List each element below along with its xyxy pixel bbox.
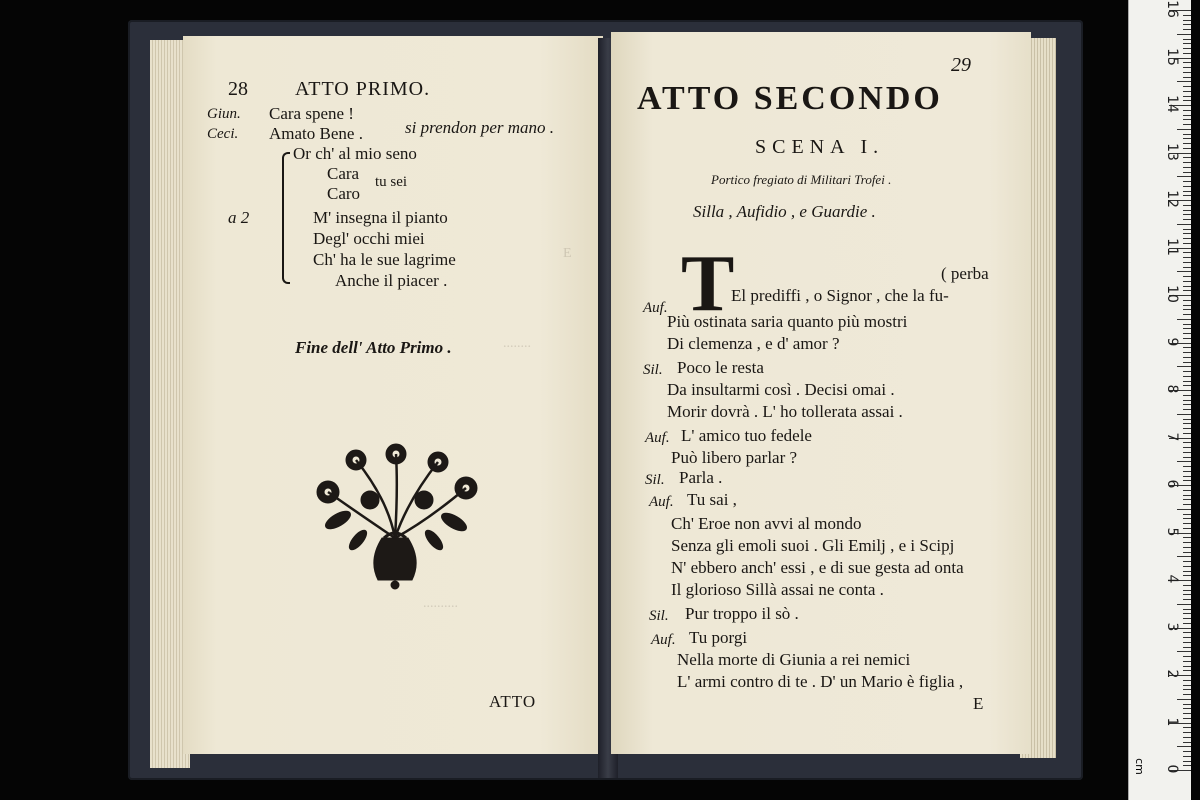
ruler-tick xyxy=(1183,252,1191,253)
ruler-number: 1 xyxy=(1164,717,1180,726)
ruler-tick xyxy=(1183,267,1191,268)
ruler-tick xyxy=(1183,561,1191,562)
ruler-tick xyxy=(1177,81,1191,82)
ruler-tick xyxy=(1183,708,1191,709)
stage-direction: si prendon per mano . xyxy=(405,118,555,137)
act-title: ATTO SECONDO xyxy=(637,80,943,117)
ruler-tick xyxy=(1183,324,1191,325)
ruler-tick xyxy=(1183,689,1191,690)
ruler-tick xyxy=(1183,167,1191,168)
ruler-tick xyxy=(1183,680,1191,681)
ruler-tick xyxy=(1183,214,1191,215)
ruler-tick xyxy=(1183,219,1191,220)
ruler-tick xyxy=(1183,704,1191,705)
ruler-number: 16 xyxy=(1164,0,1180,18)
ruler-tick xyxy=(1183,338,1191,339)
ruler-tick xyxy=(1177,509,1191,510)
ruler-tick xyxy=(1183,732,1191,733)
ruler-tick xyxy=(1183,661,1191,662)
running-head: ATTO PRIMO. xyxy=(295,78,431,100)
ruler-tick xyxy=(1183,737,1191,738)
ruler-tick xyxy=(1183,599,1191,600)
ruler-tick xyxy=(1183,257,1191,258)
ruler-number: 0 xyxy=(1164,764,1180,774)
ruler-tick xyxy=(1183,613,1191,614)
verse-line: Caro xyxy=(327,184,361,203)
ruler-tick xyxy=(1183,233,1191,234)
ruler-tick xyxy=(1183,290,1191,291)
verse-line: Può libero parlar ? xyxy=(671,448,798,467)
ruler-tick xyxy=(1183,39,1191,40)
speaker-label: Ceci. xyxy=(207,126,239,142)
ruler-tick xyxy=(1183,100,1191,101)
ruler-tick xyxy=(1177,651,1191,652)
verse-line: Tu sai , xyxy=(687,490,737,509)
verse-line: Morir dovrà . L' ho tollerata assai . xyxy=(667,402,903,421)
ruler-tick xyxy=(1183,143,1191,144)
ruler-tick xyxy=(1183,286,1191,287)
ruler-number: 3 xyxy=(1164,622,1180,631)
ruler-tick xyxy=(1183,148,1191,149)
ruler-tick xyxy=(1183,305,1191,306)
ruler-number: 2 xyxy=(1164,669,1180,679)
ruler-number: 10 xyxy=(1164,285,1180,303)
verse-line: Nella morte di Giunia a rei nemici xyxy=(677,650,911,669)
ruler-tick xyxy=(1177,604,1191,605)
ruler-tick xyxy=(1183,452,1191,453)
ruler-tick xyxy=(1183,523,1191,524)
ruler-tick xyxy=(1183,713,1191,714)
ruler-number: 8 xyxy=(1164,384,1180,394)
ruler-tick xyxy=(1183,433,1191,434)
ruler-tick xyxy=(1183,642,1191,643)
ruler-tick xyxy=(1183,571,1191,572)
speaker-label: Sil. xyxy=(645,472,665,488)
measurement-ruler xyxy=(1128,0,1191,800)
ruler-tick xyxy=(1183,542,1191,543)
ruler-number: 9 xyxy=(1164,337,1180,346)
ruler-tick xyxy=(1183,428,1191,429)
ruler-number: 15 xyxy=(1164,47,1180,66)
ruler-tick xyxy=(1183,48,1191,49)
ruler-tick xyxy=(1183,186,1191,187)
ruler-tick xyxy=(1183,666,1191,667)
ruler-tick xyxy=(1183,537,1191,538)
ruler-tick xyxy=(1183,618,1191,619)
ruler-tick xyxy=(1183,357,1191,358)
ruler-tick xyxy=(1183,476,1191,477)
ruler-tick xyxy=(1183,328,1191,329)
ruler-tick xyxy=(1183,238,1191,239)
ruler-tick xyxy=(1183,15,1191,16)
catchword: ATTO xyxy=(489,692,537,711)
ruler-tick xyxy=(1183,528,1191,529)
verse-line: L' armi contro di te . D' un Mario è figlia , xyxy=(677,672,964,691)
ruler-tick xyxy=(1177,271,1191,272)
ruler-tick xyxy=(1183,347,1191,348)
verse-line: Cara xyxy=(327,164,360,183)
ruler-tick xyxy=(1183,647,1191,648)
ruler-tick xyxy=(1183,352,1191,353)
ruler-tick xyxy=(1183,442,1191,443)
ruler-tick xyxy=(1183,632,1191,633)
verse-line: El prediffi , o Signor , che la fu- xyxy=(731,286,949,305)
ruler-tick xyxy=(1183,157,1191,158)
ruler-tick xyxy=(1183,594,1191,595)
scene-setting: Portico fregiato di Militari Trofei . xyxy=(711,172,892,187)
ruler-tick xyxy=(1183,385,1191,386)
ruler-tick xyxy=(1183,518,1191,519)
verse-line: Ch' Eroe non avvi al mondo xyxy=(671,514,862,533)
ruler-tick xyxy=(1177,556,1191,557)
ruler-number: 6 xyxy=(1164,479,1180,489)
ruler-tick xyxy=(1177,414,1191,415)
ruler-tick xyxy=(1177,366,1191,367)
ruler-tick xyxy=(1183,314,1191,315)
ruler-tick xyxy=(1183,637,1191,638)
ruler-tick xyxy=(1183,205,1191,206)
ruler-number: 7 xyxy=(1164,432,1180,441)
ruler-tick xyxy=(1183,761,1191,762)
speaker-label: Sil. xyxy=(643,362,663,378)
ruler-tick xyxy=(1177,319,1191,320)
ruler-tick xyxy=(1183,67,1191,68)
ruler-number: 14 xyxy=(1164,95,1180,113)
ruler-tick xyxy=(1183,609,1191,610)
verse-line: Poco le resta xyxy=(677,358,764,377)
ruler-tick xyxy=(1183,670,1191,671)
ruler-tick xyxy=(1183,495,1191,496)
ruler-tick xyxy=(1183,742,1191,743)
ruler-tick xyxy=(1183,575,1191,576)
ruler-tick xyxy=(1183,685,1191,686)
verse-line: M' insegna il pianto xyxy=(313,208,448,227)
speaker-label: Auf. xyxy=(643,300,668,316)
ruler-tick xyxy=(1183,381,1191,382)
ruler-number: 5 xyxy=(1164,527,1180,536)
ruler-number: 11 xyxy=(1164,237,1180,256)
verse-line: Cara spene ! xyxy=(269,104,354,123)
ruler-tick xyxy=(1183,447,1191,448)
ruler-tick xyxy=(1183,43,1191,44)
ruler-tick xyxy=(1183,499,1191,500)
ruler-tick xyxy=(1183,333,1191,334)
verse-line: Tu porgi xyxy=(689,628,748,647)
ruler-tick xyxy=(1183,590,1191,591)
ruler-tick xyxy=(1183,243,1191,244)
ruler-tick xyxy=(1183,404,1191,405)
left-page: 28 ATTO PRIMO. Giun. Cara spene ! Ceci. Amato Bene . si prendon per mano . a 2 Or ch' al mio seno Cara Caro tu sei M' insegna il pianto Degl' occhi miei Ch' ha le sue lagrime Anche il piacer . Fine dell' Atto Primo . ATTO E ........ .......... xyxy=(183,36,603,754)
ruler-tick xyxy=(1183,623,1191,624)
ruler-tick xyxy=(1177,224,1191,225)
ruler-tick xyxy=(1183,262,1191,263)
ruler-tick xyxy=(1183,362,1191,363)
ruler-tick xyxy=(1183,210,1191,211)
ruler-tick xyxy=(1183,423,1191,424)
ruler-tick xyxy=(1183,400,1191,401)
ruler-tick xyxy=(1183,376,1191,377)
verse-line: ( perba xyxy=(941,264,989,283)
ruler-tick xyxy=(1177,129,1191,130)
ruler-tick xyxy=(1183,395,1191,396)
ruler-tick xyxy=(1177,461,1191,462)
ruler-tick xyxy=(1183,53,1191,54)
ruler-tick xyxy=(1183,62,1191,63)
verse-line: tu sei xyxy=(375,174,408,190)
ruler-tick xyxy=(1183,91,1191,92)
signature-mark: E xyxy=(973,694,984,713)
ruler-tick xyxy=(1177,699,1191,700)
floral-ornament-icon xyxy=(298,440,492,590)
verse-line: L' amico tuo fedele xyxy=(681,426,812,445)
verse-line: Più ostinata saria quanto più mostri xyxy=(667,312,908,331)
ruler-number: 12 xyxy=(1164,190,1180,208)
speaker-label: Auf. xyxy=(649,494,674,510)
ruler-tick xyxy=(1183,20,1191,21)
ruler-tick xyxy=(1183,547,1191,548)
duet-bracket xyxy=(282,152,290,284)
ruler-tick xyxy=(1183,727,1191,728)
end-of-act-note: Fine dell' Atto Primo . xyxy=(295,338,452,357)
ruler-tick xyxy=(1183,756,1191,757)
ruler-tick xyxy=(1183,371,1191,372)
verse-line: Amato Bene . xyxy=(269,124,363,143)
verse-line: Anche il piacer . xyxy=(335,271,448,290)
ruler-tick xyxy=(1183,281,1191,282)
ruler-tick xyxy=(1183,471,1191,472)
ruler-tick xyxy=(1183,656,1191,657)
ruler-tick xyxy=(1183,115,1191,116)
ruler-tick xyxy=(1183,457,1191,458)
ruler-number: 13 xyxy=(1164,142,1180,161)
ruler-tick xyxy=(1183,24,1191,25)
verse-line: Ch' ha le sue lagrime xyxy=(313,250,456,269)
ruler-tick xyxy=(1177,746,1191,747)
ruler-number: 4 xyxy=(1164,574,1180,584)
ruler-tick xyxy=(1183,566,1191,567)
ruler-tick xyxy=(1183,77,1191,78)
ruler-tick xyxy=(1183,72,1191,73)
ruler-tick xyxy=(1183,119,1191,120)
verse-line: Il glorioso Sillà assai ne conta . xyxy=(671,580,884,599)
ruler-tick xyxy=(1183,191,1191,192)
speaker-label: Giun. xyxy=(207,106,241,122)
ruler-tick xyxy=(1183,138,1191,139)
ruler-tick xyxy=(1183,110,1191,111)
ruler-tick xyxy=(1183,300,1191,301)
verse-line: Degl' occhi miei xyxy=(313,229,425,248)
ruler-tick xyxy=(1183,585,1191,586)
ruler-tick xyxy=(1183,419,1191,420)
ruler-tick xyxy=(1183,514,1191,515)
speaker-label: Sil. xyxy=(649,608,669,624)
ruler-tick xyxy=(1183,694,1191,695)
right-page xyxy=(611,32,1031,754)
ruler-tick xyxy=(1183,181,1191,182)
verse-line: Or ch' al mio seno xyxy=(293,144,417,163)
page-number-right: 29 xyxy=(951,54,971,76)
ruler-tick xyxy=(1183,229,1191,230)
verse-line: Parla . xyxy=(679,468,723,487)
ruler-tick xyxy=(1183,162,1191,163)
character-list: Silla , Aufidio , e Guardie . xyxy=(693,202,876,221)
ruler-tick xyxy=(1183,504,1191,505)
ruler-tick xyxy=(1183,552,1191,553)
ruler-tick xyxy=(1183,718,1191,719)
verse-line: Pur troppo il sò . xyxy=(685,604,799,623)
ruler-tick xyxy=(1183,751,1191,752)
ruler-tick xyxy=(1183,480,1191,481)
ruler-tick xyxy=(1183,124,1191,125)
duet-marker: a 2 xyxy=(228,208,250,227)
ruler-tick xyxy=(1183,765,1191,766)
ruler-tick xyxy=(1183,134,1191,135)
ruler-tick xyxy=(1183,466,1191,467)
scene-heading: SCENA I. xyxy=(755,136,885,158)
ruler-tick xyxy=(1183,86,1191,87)
verse-line: Da insultarmi così . Decisi omai . xyxy=(667,380,895,399)
ruler-tick xyxy=(1183,490,1191,491)
ruler-tick xyxy=(1183,309,1191,310)
ruler-tick xyxy=(1177,34,1191,35)
ruler-tick xyxy=(1183,276,1191,277)
verse-line: Di clemenza , e d' amor ? xyxy=(667,334,840,353)
ruler-tick xyxy=(1177,176,1191,177)
speaker-label: Auf. xyxy=(645,430,670,446)
ruler-tick xyxy=(1183,409,1191,410)
page-number-left: 28 xyxy=(228,78,248,100)
ruler-tick xyxy=(1183,29,1191,30)
ruler-tick xyxy=(1183,172,1191,173)
speaker-label: Auf. xyxy=(651,632,676,648)
ruler-tick xyxy=(1183,195,1191,196)
verse-line: N' ebbero anch' essi , e di sue gesta ad onta xyxy=(671,558,964,577)
ruler-tick xyxy=(1183,96,1191,97)
ruler-unit: cm xyxy=(1132,758,1146,775)
drop-cap: T xyxy=(681,240,735,328)
verse-line: Senza gli emoli suoi . Gli Emilj , e i Scipj xyxy=(671,536,955,555)
